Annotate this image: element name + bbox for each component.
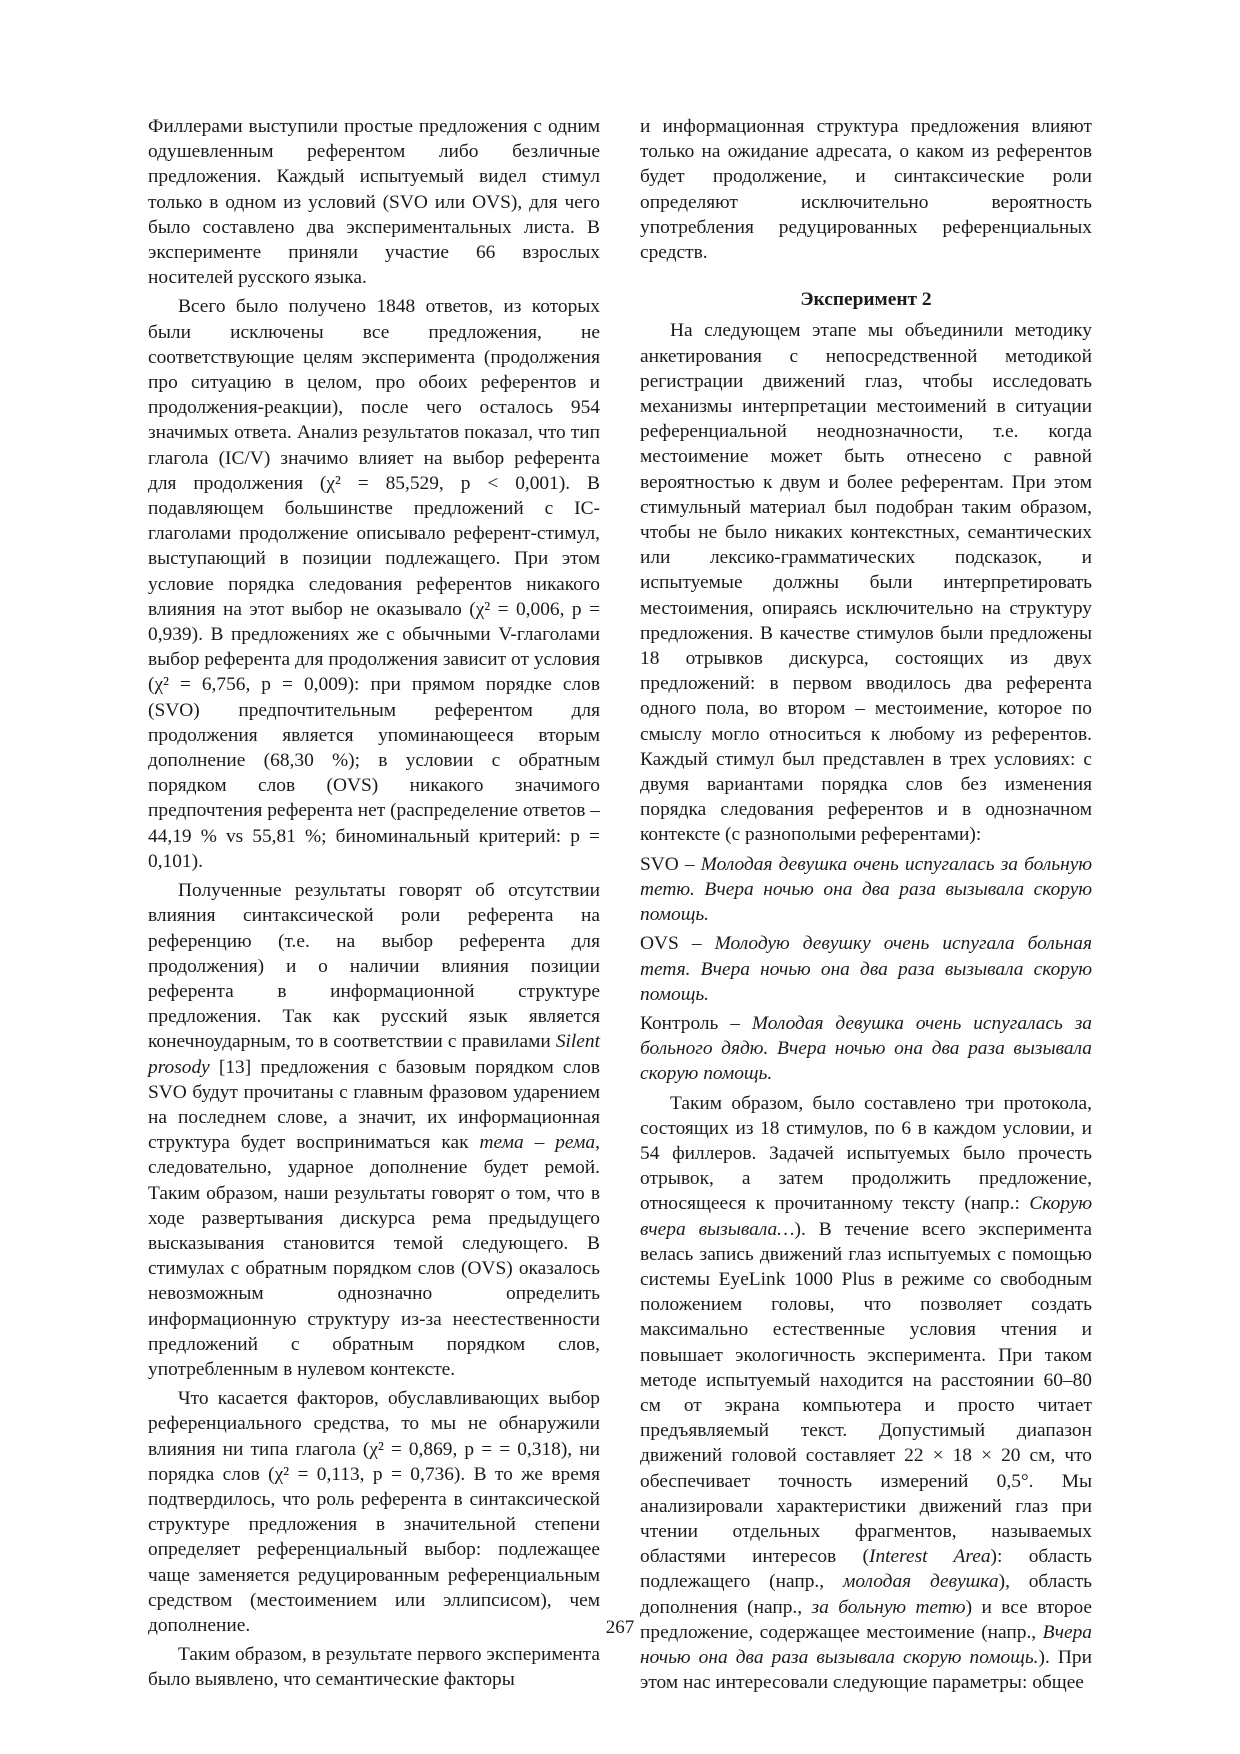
- paragraph: Что касается факторов, обуславливающих выбор референциального средства, то мы не обнаружили влияния ни типа глагола (χ² = 0,869, p = = 0,318), ни порядка слов (χ² = 0,113, p = 0,736). В то же время подтвердилось, что роль референта в синтаксической структуре предложения в значительной степени определяет референциальный выбор: подлежащее чаще заменяется редуцированным референциальным средством (местоимением или эллипсисом), чем дополнение.: [148, 1388, 600, 1636]
- italic-term: Silent prosody: [148, 1031, 600, 1078]
- paragraph: и информационная структура предложения влияют только на ожидание адресата, о каком из референтов будет продолжение, и синтаксические роли определяют исключительно вероятность употребления редуцированных референциальных средств.: [640, 116, 1092, 264]
- page-number: 267: [605, 1617, 635, 1638]
- paragraph: На следующем этапе мы объединили методику анкетирования с непосредственной методикой регистрации движений глаз, чтобы исследовать механизмы интерпретации местоимений в ситуации референциальной неоднозначности, т.е. когда местоимение может быть отнесено с равной вероятностью к двум и более референтам. При этом стимульный материал был подобран таким образом, чтобы не было никаких контекстных, семантических или лексико-грамматических подсказок, и испытуемые должны были интерпретировать местоимения, опираясь исключительно на структуру предложения. В качестве стимулов были предложены 18 отрывков дискурса, состоящих из двух предложений: в первом вводилось два референта одного пола, во втором – местоимение, которое по смыслу могло относиться к любому из референтов. Каждый стимул был представлен в трех условиях: с двумя вариантами порядка слов без изменения порядка следования референтов и в однозначном контексте (с разнополыми референтами):: [640, 320, 1092, 846]
- section-heading: Эксперимент 2: [800, 289, 932, 311]
- paragraph: Полученные результаты говорят об отсутствии влияния синтаксической роли референта на референцию (т.е. на выбор референта для продолжения) и о наличии влияния позиции референта в информационной структуре предложения. Так как русский язык является конечноударным, то в соответствии с правилами Silent prosody [13] предложения с базовым порядком слов SVO будут прочитаны с главным фразовом ударением на последнем слове, а значит, их информационная структура будет восприниматься как тема – рема, следовательно, ударное дополнение будет ремой. Таким образом, наши результаты говорят о том, что в ходе развертывания дискурса рема предыдущего высказывания становится темой следующего. В стимулах с обратным порядком слов (OVS) оказалось невозможным однозначно определить информационную структуру из-за неестественности предложений с обратным порядком слов, употребленным в нулевом контексте.: [148, 880, 600, 1380]
- paragraph: Всего было получено 1848 ответов, из которых были исключены все предложения, не соответствующие целям эксперимента (продолжения про ситуацию в целом, про обоих референтов и продолжения-реакции), после чего осталось 954 значимых ответа. Анализ результатов показал, что тип глагола (IC/V) значимо влияет на выбор референта для продолжения (χ² = 85,529, p < 0,001). В подавляющем большинстве предложений с IC-глаголами продолжение описывало референт-стимул, выступающий в позиции подлежащего. При этом условие порядка следования референтов никакого влияния на этот выбор не оказывало (χ² = 0,006, p = 0,939). В предложениях же с обычными V-глаголами выбор референта для продолжения зависит от условия (χ² = 6,756, p = 0,009): при прямом порядке слов (SVO) предпочтительным референтом для продолжения является упоминающееся вторым дополнение (68,30 %); в условии с обратным порядком слов (OVS) никакого значимого предпочтения референта нет (распределение ответов – 44,19 % vs 55,81 %; биноминальный критерий: p = 0,101).: [148, 296, 600, 872]
- left-column: [148, 114, 600, 1697]
- right-column: [640, 114, 1092, 1699]
- example-svo: SVO – Молодая девушка очень испугалась за больную тетю. Вчера ночью она два раза вызывала скорую помощь.: [640, 853, 1092, 926]
- example-ovs: OVS – Молодую девушку очень испугала больная тетя. Вчера ночью она два раза вызывала скорую помощь.: [640, 933, 1092, 1005]
- paragraph: Таким образом, было составлено три протокола, состоящих из 18 стимулов, по 6 в каждом условии, и 54 филлеров. Задачей испытуемых было прочесть отрывок, а затем продолжить предложение, относящееся к прочитанному тексту (напр.: Скорую вчера вызывала…). В течение всего эксперимента велась запись движений глаз испытуемых с помощью системы EyeLink 1000 Plus в режиме со свободным положением головы, что позволяет создать максимально естественные условия чтения и повышает экологичность эксперимента. При таком методе испытуемый находится на расстоянии 60–80 см от экрана компьютера и просто читает предъявляемый текст. Допустимый диапазон движений головой составляет 22 × 18 × 20 см, что обеспечивает точность измерений 0,5°. Мы анализировали характеристики движений глаз при чтении отдельных фрагментов, называемых областями интересов (Interest Area): область подлежащего (напр., молодая девушка), область дополнения (напр., за больную тетю) и все второе предложение, содержащее местоимение (напр., Вчера ночью она два раза вызывала скорую помощь.). При этом нас интересовали следующие параметры: общее: [640, 1092, 1093, 1694]
- example-control: Контроль – Молодая девушка очень испугалась за больного дядю. Вчера ночью она два раза вызывала скорую помощь.: [640, 1012, 1092, 1085]
- paragraph: Филлерами выступили простые предложения с одним одушевленным референтом либо безличные предложения. Каждый испытуемый видел стимул только в одном из условий (SVO или OVS), для чего было составлено два экспериментальных листа. В эксперименте приняли участие 66 взрослых носителей русского языка.: [148, 116, 600, 289]
- paragraph: Таким образом, в результате первого эксперимента было выявлено, что семантические факторы: [148, 1644, 600, 1691]
- italic-term: тема – рема: [479, 1132, 596, 1154]
